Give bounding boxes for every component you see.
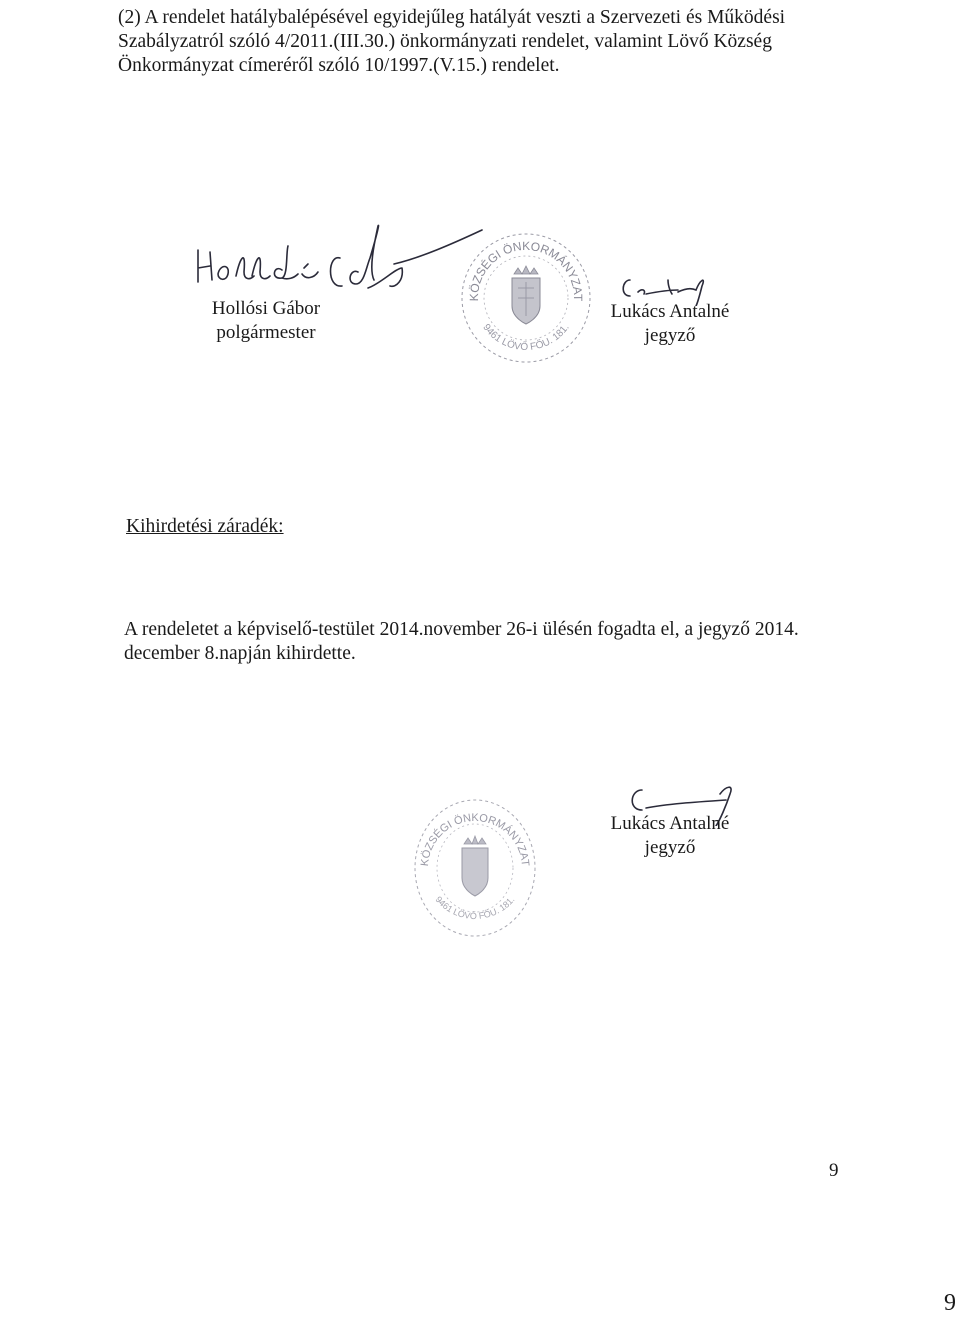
coat-of-arms-icon <box>512 266 540 324</box>
notary-signature-block <box>596 300 744 348</box>
svg-text:9461 LÖVŐ FŐU. 181. <box>480 322 571 353</box>
notary-name: Lukács Antalné <box>610 301 730 322</box>
stamp-bottom-text: 9461 LÖVŐ FŐU. 181. <box>480 322 572 354</box>
notary-title: jegyző <box>644 325 696 346</box>
stamp-bottom-text: 9461 LÖVŐ FŐU. 181. <box>433 894 517 922</box>
mayor-name: Hollósi Gábor <box>211 298 321 319</box>
official-stamp <box>410 796 540 946</box>
notary-title: jegyző <box>644 837 696 858</box>
mayor-signature-block <box>186 297 346 345</box>
announcement-notary-block <box>596 812 744 860</box>
coat-of-arms-icon <box>462 836 488 896</box>
intro-line: Szabályzatról szóló 4/2011.(III.30.) önkormányzati rendelet, valamint Lövő Község <box>118 31 772 52</box>
official-stamp <box>456 228 596 368</box>
announcement-line: A rendeletet a képviselő-testület 2014.november 26-i ülésén fogadta el, a jegyző 2014. <box>124 619 799 640</box>
announcement-heading: Kihirdetési záradék: <box>126 516 284 537</box>
notary-name: Lukács Antalné <box>610 813 730 834</box>
intro-line: Önkormányzat címeréről szóló 10/1997.(V.15.) rendelet. <box>118 55 560 76</box>
page-number: 9 <box>829 1160 839 1181</box>
page-number: 9 <box>944 1290 956 1316</box>
intro-paragraph <box>118 6 818 78</box>
stamp-ring-text: KÖZSÉGI ÖNKORMÁNYZAT <box>466 238 586 302</box>
announcement-paragraph <box>124 618 824 666</box>
announcement-line: december 8.napján kihirdette. <box>124 643 356 664</box>
mayor-title: polgármester <box>216 322 316 343</box>
stamp-ring-text: KÖZSÉGI ÖNKORMÁNYZAT <box>418 811 532 867</box>
intro-line: (2) A rendelet hatálybalépésével egyidejűleg hatályát veszti a Szervezeti és Működési <box>118 7 786 28</box>
svg-text:9461 LÖVŐ FŐU. 181. <box>433 894 516 921</box>
